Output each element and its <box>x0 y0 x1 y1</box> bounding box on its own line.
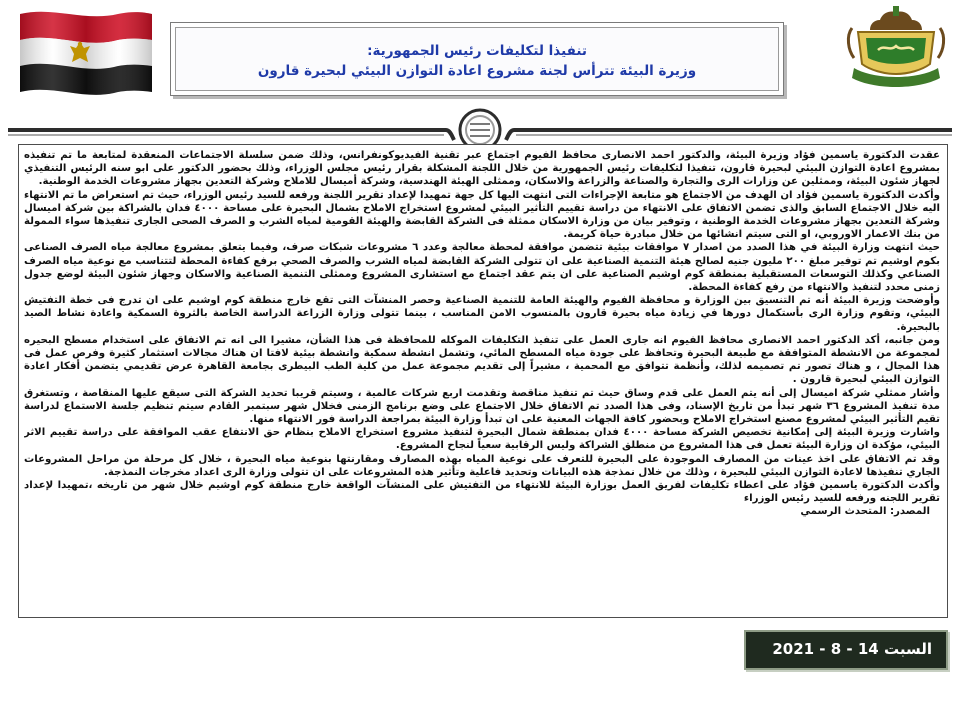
article-paragraph: واشارت وزيرة البيئة إلى إمكانية تخصيص الشركة مساحة ٤٠٠٠ فدان بمنطقة شمال البحيرة لتنفيذ مشروع استخراج الاملاح بنظام حق الانتفاع عقب الموافقة على دراسة تقييم الاثر البيئي، مؤكدة ان وزارة البيئة تعمل فى هذا المشروع من منطلق الشراكة وليس الرقابية سعياً لنجاح المشروع. <box>24 427 940 452</box>
article-paragraph: وأكدت الدكتورة ياسمين فؤاد على اعطاء تكليفات لفريق العمل بوزارة البيئة للانتهاء من التفتيش على المنشآت الواقعة خارج منطقة كوم اوشيم خلال شهر من تاريخه ،تمهيدا لإعداد تقرير اللجنه ورفعه للسيد رئيس الوزراء <box>24 480 940 505</box>
date-banner <box>744 630 948 670</box>
egypt-flag-icon <box>14 8 156 100</box>
article-paragraph: وأشار ممثلي شركة اميسال إلى أنه يتم العمل على قدم وساق حيث تم تنفيذ مناقصة وتقدمت اربع شركات عالمية ، وسيتم قريبا تحديد الشركة التى سيقع عليها المنقاصة ، وتستغرق مدة تنفيذ المشروع ٣٦ شهر تبدأ من تاريخ الإسناد، وفى هذا الصدد تم الاتفاق خلال الاجتماع على وضع برنامج الزمنى فخلال شهر سبتمبر القادم سيتم تنظيم جلسة الاستماع لدراسة تقيم التأثير البيئي لمشروع مصنع استخراج الاملاح وبحضور كافة الجهات المعنية على ان تبدأ وزارة البيئة بمراجعة الدراسة فور الانتهاء منها. <box>24 387 940 426</box>
article-paragraph: ومن جانبه، أكد الدكتور احمد الانصارى محافظ الفيوم انه جارى العمل على تنفيذ التكليفات الموكله للمحافظة فى هذا الشأن، مشيرا الى انه تم الاتفاق على استخدام مسطح البحيره لمجموعة من الانشطة المتوافقة مع طبيعة البحيرة وتحافظ على جودة مياه المسطح المائي، وتشمل انشطة سمكية وانشطة بيئية لافتا ان هناك مجالات استثمار كثيرة وفرص عمل فى هذا المجال ، و هناك تصور تم تصميمه لذلك، وأنظمة تتوافق مع المحمية ، مشيراً إلى تقديم مجموعة عمل من كلية الطب البيطرى بجامعة القاهرة عرض تقديمي يتضمن أفكار اعادة التوازن البيئي لبحيرة قارون . <box>24 334 940 386</box>
headline-inner <box>175 27 779 91</box>
article-paragraph: عقدت الدكتورة ياسمين فؤاد وزيرة البيئة، والدكتور احمد الانصارى محافظ الفيوم اجتماع عبر تقنية الفيديوكونفرانس، وذلك ضمن سلسلة الاجتماعات المنعقدة لمتابعة ما تم تنفيذه بمشروع اعادة التوازن البيئي لبحيرة قارون، تنفيذا لتكليفات رئيس الجمهورية من خلال اللجنة المشكلة بقرار رئيس مجلس الوزراء، وذلك بحضور الدكتور على ابو سنه الرئيس التنفيذي لجهاز شئون البيئة، وممثلين عن وزارات الرى والتجارة والصناعة والزراعة والاسكان، وممثلى الهيئة الهندسية، وشركة أميسال للاملاح وشركة التعدين بجهاز مشروعات الخدمة الوطنية. <box>24 150 940 188</box>
article-paragraph: حيث انتهت وزارة البيئة في هذا الصدد من اصدار ٧ موافقات بيئية تتضمن موافقة لمحطة معالجة وعدد ٦ مشروعات شبكات صرف، وفيما يتعلق بمشروع معالجة مياه الصرف الصناعى بكوم اوشيم تم توفير مبلغ ٢٠٠ مليون جنيه لصالح هيئة التنمية الصناعية على ان تتولى الشركة القابضة لمياه الشرب والصرف الصحي برفع كفاءة المحطة لتتناسب مع نوعية مياه الصرف الصناعي وكذلك التوسعات المستقبلية بمنطقة كوم اوشيم الصناعية على ان يتم عقد اجتماع مع استشارى المشروع وممثلى التنمية الصناعية والاسكان وجهاز شئون البيئة لوضع جدول زمنى محدد لتنفيذ والانتهاء من رفع كفاءة المحطة. <box>24 242 940 294</box>
headline-box <box>170 22 784 96</box>
headline-line-2: وزيرة البيئة تترأس لجنة مشروع اعادة التوازن البيئي لبحيرة قارون <box>257 63 697 79</box>
fayoum-governorate-logo-icon <box>844 6 948 94</box>
article-paragraph: وأوضحت وزيرة البيئة أنه تم التنسيق بين الوزارة و محافظة الفيوم والهيئة العامة للتنمية الصناعية وحصر المنشآت التى تقع خارج منطقة كوم اوشيم على ان تدرج فى خطة التفتيش البيئي، وتقوم وزارة الرى بأستكمال دورها في زيادة مياه بحيرة قارون بالمنسوب الامن المناسب ، بينما تتولى وزارة الزراعة الدراسة الخاصة بالثروة السمكية واعادة نشاط الصيد بالبحيرة. <box>24 295 940 333</box>
date-text: السبت 14 - 8 - 2021 <box>772 640 932 658</box>
article-body <box>24 149 940 613</box>
article-frame <box>18 144 948 618</box>
article-source: المصدر: المتحدث الرسمي <box>800 506 930 518</box>
bottom-border <box>0 706 960 720</box>
article-paragraph: وأكدت الدكتورة ياسمين فؤاد ان الهدف من الاجتماع هو متابعة الإجراءات التى انتهت اليها كل جهة تمهيدا لإعداد تقرير اللجنة ورفعه للسيد رئيس الوزراء، حيث تم استعراض ما تم الانتهاء اليه خلال الاجتماع السابق والذى تضمن الاتفاق على الانتهاء من دراسة تقييم التأثير البيئي لمشروع استخراج الاملاح بشمال البحيرة على مساحة ٤٠٠٠ فدان بالشراكة بين شركة اميسال وشركة التعدين بجهاز مشروعات الخدمة الوطنية ، وتوفير بيان من وزارة الاسكان ممثلة فى الشركة القابضة والهيئة القومية لمياه الشرب و الصرف الصحى الجارى تنفيذها سواء الممولة من بنك الاعمار الاوروبي، او التى سيتم انشائها من خلال مبادرة حياة كريمة. <box>24 189 940 241</box>
article-paragraph: وقد تم الاتفاق على اخذ عينات من المصارف الموجودة على البحيرة للتعرف على نوعية المياه بهذه المصارف ومقارنتها بنوعية مياه البحيرة ، خلال كل مرحلة من مراحل المشروعات الجاري تنفيذها لاعادة التوازن البيئي للبحيرة ، وذلك من خلال نمذجة هذه البيانات وتحديد فاعلية وتأثير هذه المشروعات على ان تتولى وزارة الرى اعداد مخرجات النمذجة. <box>24 453 940 478</box>
headline-line-1: تنفيذا لتكليفات رئيس الجمهورية: <box>367 43 587 59</box>
